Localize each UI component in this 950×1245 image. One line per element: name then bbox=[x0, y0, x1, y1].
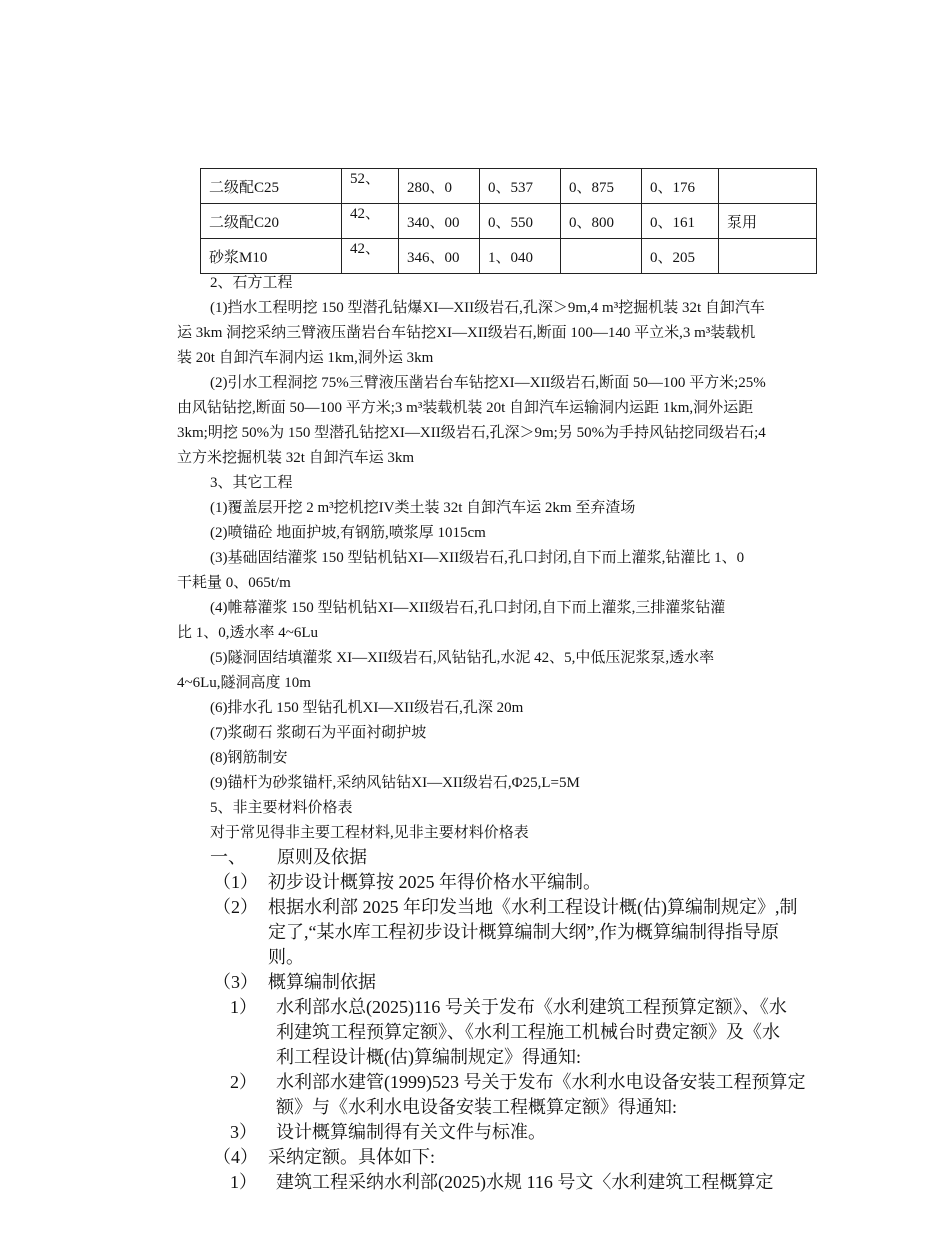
sub-list-number: 3） bbox=[230, 1122, 257, 1142]
list-number: （2） bbox=[213, 897, 258, 917]
sub-list-item: 利工程设计概(估)算编制规定》得通知: bbox=[276, 1047, 581, 1067]
table-cell: 346、00 bbox=[399, 239, 480, 274]
table-cell: 1、040 bbox=[480, 239, 561, 274]
table-cell: 42、 bbox=[342, 204, 399, 239]
paragraph-line: (1)挡水工程明挖 150 型潜孔钻爆XI—XII级岩石,孔深＞9m,4 m³挖掘机装 32t 自卸汽车 bbox=[210, 300, 765, 316]
table-cell: 42、 bbox=[342, 239, 399, 274]
section-heading: 3、其它工程 bbox=[210, 475, 293, 491]
list-number: （4） bbox=[213, 1147, 258, 1167]
sub-list-number: 2） bbox=[230, 1072, 257, 1092]
paragraph-line: (9)锚杆为砂浆锚杆,采纳风钻钻XI—XII级岩石,Φ25,L=5M bbox=[210, 775, 580, 791]
table-cell: 0、550 bbox=[480, 204, 561, 239]
paragraph-line: 运 3km 洞挖采纳三臂液压凿岩台车钻挖XI—XII级岩石,断面 100—140 平立米,3 m³装载机 bbox=[177, 325, 756, 341]
table-cell: 0、205 bbox=[642, 239, 719, 274]
sub-list-item: 利建筑工程预算定额》、《水利工程施工机械台时费定额》及《水 bbox=[276, 1022, 780, 1042]
list-item: 则。 bbox=[268, 947, 304, 967]
paragraph-line: (6)排水孔 150 型钻孔机XI—XII级岩石,孔深 20m bbox=[210, 700, 524, 716]
sub-list-item: 设计概算编制得有关文件与标准。 bbox=[276, 1122, 546, 1142]
paragraph-line: (8)钢筋制安 bbox=[210, 750, 288, 766]
table-row bbox=[201, 204, 817, 239]
table-cell: 0、537 bbox=[480, 169, 561, 204]
table-cell: 280、0 bbox=[399, 169, 480, 204]
list-number: （3） bbox=[213, 972, 258, 992]
sub-list-item: 建筑工程采纳水利部(2025)水规 116 号文〈水利建筑工程概算定 bbox=[276, 1172, 774, 1192]
paragraph-line: 干耗量 0、065t/m bbox=[177, 575, 291, 591]
table-cell: 0、161 bbox=[642, 204, 719, 239]
paragraph-line: 3km;明挖 50%为 150 型潜孔钻挖XI—XII级岩石,孔深＞9m;另 50%为手持风钻挖同级岩石;4 bbox=[177, 425, 766, 441]
sub-list-item: 额》与《水利水电设备安装工程概算定额》得通知: bbox=[276, 1097, 677, 1117]
paragraph-line: 由风钻钻挖,断面 50—100 平方米;3 m³装载机装 20t 自卸汽车运输洞内运距 1km,洞外运距 bbox=[177, 400, 754, 416]
table-cell bbox=[719, 169, 817, 204]
paragraph-line: (3)基础固结灌浆 150 型钻机钻XI—XII级岩石,孔口封闭,自下而上灌浆,钻灌比 1、0 bbox=[210, 550, 745, 566]
paragraph-line: 对于常见得非主要工程材料,见非主要材料价格表 bbox=[210, 825, 529, 841]
sub-list-number: 1） bbox=[230, 997, 257, 1017]
table-cell: 二级配C25 bbox=[201, 169, 342, 204]
table-cell bbox=[719, 239, 817, 274]
paragraph-line: 比 1、0,透水率 4~6Lu bbox=[177, 625, 319, 641]
paragraph-line: (2)引水工程洞挖 75%三臂液压凿岩台车钻挖XI—XII级岩石,断面 50—100 平方米;25% bbox=[210, 375, 766, 391]
principles-heading-number: 一、 bbox=[210, 847, 246, 867]
sub-list-item: 水利部水总(2025)116 号关于发布《水利建筑工程预算定额》、《水 bbox=[276, 997, 787, 1017]
list-item: 采纳定额。具体如下: bbox=[268, 1147, 436, 1167]
paragraph-line: 4~6Lu,隧洞高度 10m bbox=[177, 675, 311, 691]
list-item: 根据水利部 2025 年印发当地《水利工程设计概(估)算编制规定》,制 bbox=[268, 897, 798, 917]
table-row bbox=[201, 239, 817, 274]
table-cell bbox=[561, 239, 642, 274]
paragraph-line: 装 20t 自卸汽车洞内运 1km,洞外运 3km bbox=[177, 350, 434, 366]
list-item: 定了,“某水库工程初步设计概算编制大纲”,作为概算编制得指导原 bbox=[268, 922, 779, 942]
sub-list-item: 水利部水建管(1999)523 号关于发布《水利水电设备安装工程预算定 bbox=[276, 1072, 806, 1092]
paragraph-line: (7)浆砌石 浆砌石为平面衬砌护坡 bbox=[210, 725, 427, 741]
paragraph-line: 立方米挖掘机装 32t 自卸汽车运 3km bbox=[177, 450, 415, 466]
sub-list-number: 1） bbox=[230, 1172, 257, 1192]
list-item: 概算编制依据 bbox=[268, 972, 376, 992]
section-heading: 2、石方工程 bbox=[210, 275, 293, 291]
paragraph-line: (4)帷幕灌浆 150 型钻机钻XI—XII级岩石,孔口封闭,自下而上灌浆,三排灌浆钻灌 bbox=[210, 600, 726, 616]
table-row bbox=[201, 169, 817, 204]
list-item: 初步设计概算按 2025 年得价格水平编制。 bbox=[268, 872, 601, 892]
table-cell: 泵用 bbox=[719, 204, 817, 239]
list-number: （1） bbox=[213, 872, 258, 892]
principles-heading: 原则及依据 bbox=[277, 847, 367, 867]
section-heading: 5、非主要材料价格表 bbox=[210, 800, 353, 816]
table-cell: 0、800 bbox=[561, 204, 642, 239]
table-cell: 二级配C20 bbox=[201, 204, 342, 239]
table-cell: 砂浆M10 bbox=[201, 239, 342, 274]
table-cell: 52、 bbox=[342, 169, 399, 204]
mix-proportion-table bbox=[200, 168, 817, 274]
table-cell: 0、176 bbox=[642, 169, 719, 204]
paragraph-line: (2)喷锚砼 地面护坡,有钢筋,喷浆厚 1015cm bbox=[210, 525, 486, 541]
paragraph-line: (1)覆盖层开挖 2 m³挖机挖IV类土装 32t 自卸汽车运 2km 至弃渣场 bbox=[210, 500, 636, 516]
paragraph-line: (5)隧洞固结填灌浆 XI—XII级岩石,风钻钻孔,水泥 42、5,中低压泥浆泵,透水率 bbox=[210, 650, 715, 666]
table-cell: 340、00 bbox=[399, 204, 480, 239]
table-cell: 0、875 bbox=[561, 169, 642, 204]
